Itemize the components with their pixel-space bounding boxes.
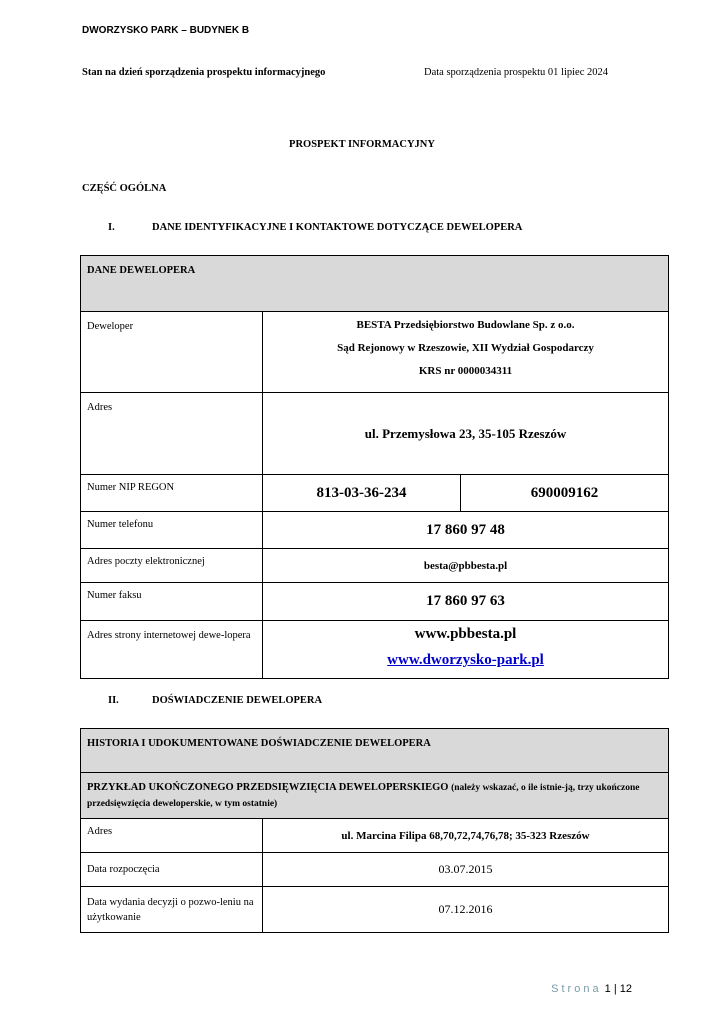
experience-table-header: HISTORIA I UDOKUMENTOWANE DOŚWIADCZENIE DEWELOPERA [81,729,669,773]
part-title: CZĘŚĆ OGÓLNA [82,183,167,194]
www-dworzysko-link[interactable]: www.dworzysko-park.pl [387,652,544,668]
section1-title: DANE IDENTYFIKACYJNE I KONTAKTOWE DOTYCZĄCE DEWELOPERA [152,222,523,233]
start-date-value: 03.07.2015 [263,853,669,887]
experience-subheader-note: (należy wskazać, o ile istnie-ją, trzy ukończone przedsięwzięcia deweloperskie, w tym ostatnie) [87,783,640,809]
regon-value: 690009162 [461,475,669,512]
address-value: ul. Przemysłowa 23, 35-105 Rzeszów [263,393,669,475]
state-label: Stan na dzień sporządzenia prospektu informacyjnego [82,67,326,78]
phone-value: 17 860 97 48 [263,512,669,549]
footer-page-label: Strona [551,983,602,995]
nip-value: 813-03-36-234 [263,475,461,512]
section2-title: DOŚWIADCZENIE DEWELOPERA [152,695,323,706]
experience-table [80,728,669,933]
www-pbbesta: www.pbbesta.pl [414,626,517,642]
permit-date-label: Data wydania decyzji o pozwo-leniu na użytkowanie [81,887,263,933]
footer-page-total: 12 [619,983,632,995]
developer-krs: KRS nr 0000034311 [418,365,513,377]
footer-separator: | [613,983,617,995]
www-value [263,621,669,679]
www-label: Adres strony internetowej dewe-lopera [81,621,263,679]
developer-label: Deweloper [81,312,263,393]
document-header: DWORZYSKO PARK – BUDYNEK B [82,25,250,36]
permit-date-value: 07.12.2016 [263,887,669,933]
experience-address-label: Adres [81,819,263,853]
date-label: Data sporządzenia prospektu 01 lipiec 2024 [424,67,608,78]
email-label: Adres poczty elektronicznej [81,549,263,583]
developer-table [80,255,669,679]
section1-number: I. [108,222,115,233]
fax-label: Numer faksu [81,583,263,621]
developer-value [263,312,669,393]
page-title: PROSPEKT INFORMACYJNY [289,139,435,150]
page-footer [551,983,632,995]
phone-label: Numer telefonu [81,512,263,549]
start-date-label: Data rozpoczęcia [81,853,263,887]
experience-address-value: ul. Marcina Filipa 68,70,72,74,76,78; 35-323 Rzeszów [263,819,669,853]
footer-page-number: 1 [604,983,611,995]
developer-name: BESTA Przedsiębiorstwo Budowlane Sp. z o.o. [356,319,575,331]
section2-number: II. [108,695,119,706]
experience-subheader-title: PRZYKŁAD UKOŃCZONEGO PRZEDSIĘWZIĘCIA DEWELOPERSKIEGO [87,782,449,793]
developer-table-header: DANE DEWELOPERA [81,256,669,312]
fax-value: 17 860 97 63 [263,583,669,621]
address-label: Adres [81,393,263,475]
developer-court: Sąd Rejonowy w Rzeszowie, XII Wydział Gospodarczy [337,342,594,354]
email-value: besta@pbbesta.pl [263,549,669,583]
experience-subheader [81,773,669,819]
nip-regon-label: Numer NIP REGON [81,475,263,512]
